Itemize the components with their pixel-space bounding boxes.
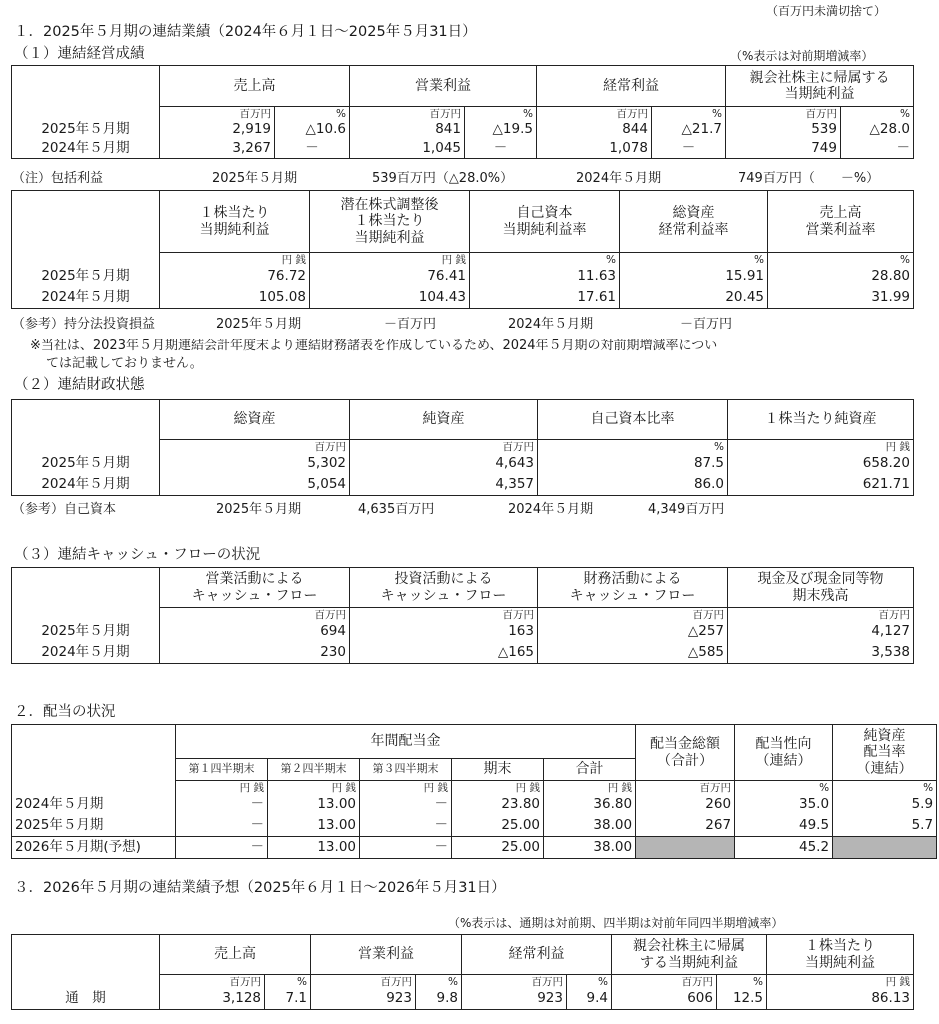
- data-cell: 3,128: [160, 989, 265, 1010]
- data-cell: 7.1: [265, 989, 311, 1010]
- corner-cell: [12, 191, 160, 253]
- unit-cell: %: [841, 107, 914, 121]
- data-cell: 20.45: [620, 288, 768, 309]
- data-cell: 13.00: [268, 816, 360, 837]
- unit-cell: 百万円: [538, 608, 728, 622]
- equity-method-period1: 2025年５月期: [216, 317, 302, 332]
- data-cell: 104.43: [310, 288, 470, 309]
- data-cell: 45.2: [735, 837, 833, 859]
- data-cell: 38.00: [544, 816, 636, 837]
- row-label: 2025年５月期: [12, 622, 160, 643]
- shaded-cell: [833, 837, 937, 859]
- data-cell: 4,643: [350, 454, 538, 475]
- unit-cell: 円 銭: [544, 781, 636, 795]
- row-label: 2025年５月期: [12, 121, 160, 140]
- section1-sub1-title: （１）連結経営成績: [14, 46, 145, 62]
- header-dividend-to-equity: [833, 725, 937, 781]
- dividends-table: [11, 724, 937, 859]
- unit-cell: %: [470, 253, 620, 267]
- header-ordinary-income: 経常利益: [462, 935, 612, 975]
- unit-cell: %: [265, 975, 311, 989]
- header-roe: [470, 191, 620, 253]
- data-cell: 163: [350, 622, 538, 643]
- equity-method-period2: 2024年５月期: [508, 317, 594, 332]
- row-label: 2025年５月期: [12, 267, 160, 288]
- data-cell: 4,357: [350, 475, 538, 496]
- header-line: 当期純利益率: [502, 221, 587, 238]
- data-cell: －: [465, 140, 537, 159]
- data-cell: △19.5: [465, 121, 537, 140]
- row-label: 2024年５月期: [12, 475, 160, 496]
- header-net-income-line1: 親会社株主に帰属する: [749, 69, 890, 86]
- data-cell: 539: [726, 121, 841, 140]
- header-q1: 第１四半期末: [176, 759, 268, 781]
- equity-period2: 2024年５月期: [508, 502, 594, 517]
- unit-cell: %: [652, 107, 726, 121]
- data-cell: △10.6: [275, 121, 350, 140]
- corner-cell: [12, 66, 160, 107]
- data-cell: 38.00: [544, 837, 636, 859]
- unit-cell: 円 銭: [452, 781, 544, 795]
- equity-value1: 4,635百万円: [358, 502, 435, 517]
- unit-cell: 円 銭: [310, 253, 470, 267]
- equity-method-value1: －百万円: [384, 317, 437, 332]
- data-cell: 17.61: [470, 288, 620, 309]
- unit-cell: 百万円: [462, 975, 567, 989]
- header-net-income: [726, 66, 914, 107]
- unit-cell: 百万円: [636, 781, 735, 795]
- per-share-table: [11, 190, 914, 309]
- data-cell: 86.0: [538, 475, 728, 496]
- data-cell: 923: [462, 989, 567, 1010]
- header-line: 純資産: [863, 728, 906, 745]
- unit-cell: %: [275, 107, 350, 121]
- header-operating-cf: [160, 568, 350, 608]
- header-line: キャッシュ・フロー: [191, 587, 318, 604]
- corner-cell: [12, 400, 160, 440]
- header-line: 潜在株式調整後: [340, 197, 439, 214]
- section1-sub2-title: （２）連結財政状態: [14, 377, 145, 393]
- unit-cell: %: [833, 781, 937, 795]
- unit-cell: %: [768, 253, 914, 267]
- data-cell: 23.80: [452, 795, 544, 816]
- corner-cell: [12, 725, 176, 759]
- row-label: 2025年５月期: [12, 454, 160, 475]
- remark-line1: ※当社は、2023年５月期連結会計年度末より連結財務諸表を作成しているため、2024年５月期の対前期増減率につい: [30, 339, 718, 352]
- data-cell: 105.08: [160, 288, 310, 309]
- header-q3: 第３四半期末: [360, 759, 452, 781]
- unit-cell: 円 銭: [767, 975, 914, 989]
- unit-cell: 百万円: [350, 440, 538, 454]
- header-ordinary-income: 経常利益: [537, 66, 726, 107]
- data-cell: 658.20: [728, 454, 914, 475]
- header-line: （連結）: [856, 760, 913, 777]
- unit-cell: %: [620, 253, 768, 267]
- header-line: 現金及び現金同等物: [757, 571, 884, 588]
- row-label: 2024年５月期: [12, 288, 160, 309]
- corner-cell: [12, 568, 160, 608]
- data-cell: 844: [537, 121, 652, 140]
- data-cell: △257: [538, 622, 728, 643]
- header-q2: 第２四半期末: [268, 759, 360, 781]
- unit-cell: 円 銭: [268, 781, 360, 795]
- header-line: 営業利益率: [805, 221, 876, 238]
- data-cell: －: [652, 140, 726, 159]
- data-cell: △21.7: [652, 121, 726, 140]
- header-line: 経常利益率: [658, 221, 729, 238]
- financial-position-table: [11, 399, 914, 496]
- data-cell: 35.0: [735, 795, 833, 816]
- equity-value2: 4,349百万円: [648, 502, 725, 517]
- unit-cell: 百万円: [350, 608, 538, 622]
- remark-line2: ては記載しておりません。: [46, 356, 203, 371]
- data-cell: －: [176, 837, 268, 859]
- data-cell: －: [360, 816, 452, 837]
- section3-title: ３．2026年５月期の連結業績予想（2025年６月１日～2026年５月31日）: [14, 880, 506, 896]
- header-total-assets: 総資産: [160, 400, 350, 440]
- rounding-note: （百万円未満切捨て）: [766, 4, 887, 18]
- equity-method-value2: －百万円: [680, 317, 733, 332]
- header-equity-ratio: 自己資本比率: [538, 400, 728, 440]
- data-cell: 267: [636, 816, 735, 837]
- data-cell: 2,919: [160, 121, 275, 140]
- header-payout-ratio: [735, 725, 833, 781]
- data-cell: －: [360, 795, 452, 816]
- unit-cell: %: [538, 440, 728, 454]
- data-cell: －: [176, 795, 268, 816]
- header-line: 配当金総額: [650, 736, 721, 753]
- unit-cell: 百万円: [612, 975, 717, 989]
- unit-cell: 百万円: [728, 608, 914, 622]
- data-cell: 15.91: [620, 267, 768, 288]
- section1-title: １．2025年５月期の連結業績（2024年６月１日～2025年５月31日）: [14, 24, 477, 40]
- header-net-assets: 純資産: [350, 400, 538, 440]
- equity-method-label: （参考）持分法投資損益: [12, 317, 156, 332]
- cash-flow-table: [11, 567, 914, 664]
- data-cell: 923: [311, 989, 416, 1010]
- header-line: キャッシュ・フロー: [380, 587, 507, 604]
- data-cell: －: [275, 140, 350, 159]
- data-cell: 5.7: [833, 816, 937, 837]
- data-cell: －: [841, 140, 914, 159]
- comprehensive-income-label: （注）包括利益: [12, 171, 104, 186]
- header-line: 総資産: [672, 205, 715, 222]
- data-cell: 13.00: [268, 837, 360, 859]
- header-line: 売上高: [819, 205, 862, 222]
- unit-cell: 百万円: [160, 608, 350, 622]
- section3-note-right: （%表示は、通期は対前期、四半期は対前年同四半期増減率）: [448, 916, 784, 930]
- header-line: （合計）: [657, 752, 714, 769]
- header-annual-dividends: 年間配当金: [176, 725, 636, 759]
- unit-cell: 円 銭: [728, 440, 914, 454]
- data-cell: 749: [726, 140, 841, 159]
- header-line: 当期純利益: [199, 221, 270, 238]
- data-cell: －: [176, 816, 268, 837]
- unit-label-cell: [12, 253, 160, 267]
- header-eps: [767, 935, 914, 975]
- header-line: １株当たり: [354, 213, 425, 230]
- operating-results-table: [11, 65, 914, 159]
- data-cell: 4,127: [728, 622, 914, 643]
- data-cell: 3,538: [728, 643, 914, 664]
- data-cell: 5.9: [833, 795, 937, 816]
- header-roa: [620, 191, 768, 253]
- data-cell: 11.63: [470, 267, 620, 288]
- data-cell: 86.13: [767, 989, 914, 1010]
- data-cell: 260: [636, 795, 735, 816]
- header-line: する当期純利益: [640, 954, 738, 971]
- data-cell: △165: [350, 643, 538, 664]
- data-cell: 230: [160, 643, 350, 664]
- header-sales: 売上高: [160, 935, 311, 975]
- data-cell: 5,054: [160, 475, 350, 496]
- unit-cell: 百万円: [311, 975, 416, 989]
- corner-cell: [12, 759, 176, 781]
- unit-cell: 百万円: [726, 107, 841, 121]
- unit-label-cell: [12, 781, 176, 795]
- data-cell: －: [360, 837, 452, 859]
- unit-cell: %: [567, 975, 612, 989]
- header-investing-cf: [350, 568, 538, 608]
- header-line: （連結）: [755, 752, 812, 769]
- row-label-forecast: 2026年５月期(予想): [12, 837, 176, 859]
- header-eps: [160, 191, 310, 253]
- header-bps: １株当たり純資産: [728, 400, 914, 440]
- header-sales: 売上高: [160, 66, 350, 107]
- comprehensive-income-value2: 749百万円（ －%）: [738, 171, 880, 186]
- unit-cell: 百万円: [350, 107, 465, 121]
- header-operating-income: 営業利益: [311, 935, 462, 975]
- row-label: 2024年５月期: [12, 795, 176, 816]
- row-label: 2024年５月期: [12, 643, 160, 664]
- unit-cell: %: [735, 781, 833, 795]
- data-cell: 87.5: [538, 454, 728, 475]
- data-cell: 28.80: [768, 267, 914, 288]
- header-line: 自己資本: [516, 205, 573, 222]
- sub1-note-right: （%表示は対前期増減率）: [730, 49, 874, 63]
- unit-cell: %: [717, 975, 767, 989]
- header-net-income-line2: 当期純利益: [784, 86, 855, 102]
- equity-label: （参考）自己資本: [12, 502, 117, 517]
- data-cell: 25.00: [452, 816, 544, 837]
- header-diluted-eps: [310, 191, 470, 253]
- header-operating-margin: [768, 191, 914, 253]
- data-cell: 76.41: [310, 267, 470, 288]
- data-cell: 25.00: [452, 837, 544, 859]
- unit-cell: %: [465, 107, 537, 121]
- unit-cell: 円 銭: [176, 781, 268, 795]
- comprehensive-income-period1: 2025年５月期: [212, 171, 298, 186]
- unit-label-cell: [12, 975, 160, 989]
- data-cell: 606: [612, 989, 717, 1010]
- data-cell: 49.5: [735, 816, 833, 837]
- unit-cell: 百万円: [537, 107, 652, 121]
- data-cell: 13.00: [268, 795, 360, 816]
- unit-label-cell: [12, 107, 160, 121]
- header-total-dividends: [636, 725, 735, 781]
- header-line: 当期純利益: [805, 954, 875, 971]
- unit-cell: %: [416, 975, 462, 989]
- unit-label-cell: [12, 608, 160, 622]
- header-line: 投資活動による: [394, 571, 493, 588]
- header-line: 当期純利益: [354, 229, 425, 246]
- header-line: 財務活動による: [583, 571, 682, 588]
- unit-cell: 百万円: [160, 107, 275, 121]
- header-total: 合計: [544, 759, 636, 781]
- header-line: 配当性向: [755, 736, 812, 753]
- data-cell: 31.99: [768, 288, 914, 309]
- comprehensive-income-period2: 2024年５月期: [576, 171, 662, 186]
- data-cell: 5,302: [160, 454, 350, 475]
- header-line: １株当たり: [805, 938, 875, 955]
- data-cell: 9.8: [416, 989, 462, 1010]
- header-net-income: [612, 935, 767, 975]
- data-cell: 1,078: [537, 140, 652, 159]
- data-cell: 12.5: [717, 989, 767, 1010]
- corner-cell: [12, 935, 160, 975]
- data-cell: 841: [350, 121, 465, 140]
- data-cell: 694: [160, 622, 350, 643]
- header-line: キャッシュ・フロー: [569, 587, 696, 604]
- data-cell: 76.72: [160, 267, 310, 288]
- row-label: 2024年５月期: [12, 140, 160, 159]
- header-line: 営業活動による: [205, 571, 304, 588]
- section2-title: ２．配当の状況: [14, 704, 116, 720]
- header-operating-income: 営業利益: [350, 66, 537, 107]
- forecast-table: [11, 934, 914, 1010]
- header-financing-cf: [538, 568, 728, 608]
- header-line: 期末残高: [792, 587, 849, 604]
- unit-cell: 円 銭: [160, 253, 310, 267]
- section1-sub3-title: （３）連結キャッシュ・フローの状況: [14, 547, 261, 563]
- unit-cell: 百万円: [160, 440, 350, 454]
- header-cash-balance: [728, 568, 914, 608]
- header-year-end: 期末: [452, 759, 544, 781]
- unit-label-cell: [12, 440, 160, 454]
- unit-cell: 百万円: [160, 975, 265, 989]
- equity-period1: 2025年５月期: [216, 502, 302, 517]
- data-cell: △585: [538, 643, 728, 664]
- shaded-cell: [636, 837, 735, 859]
- comprehensive-income-value1: 539百万円（△28.0%）: [372, 171, 514, 186]
- header-line: １株当たり: [199, 205, 270, 222]
- data-cell: △28.0: [841, 121, 914, 140]
- data-cell: 1,045: [350, 140, 465, 159]
- row-label: 2025年５月期: [12, 816, 176, 837]
- row-label: 通 期: [12, 989, 160, 1010]
- header-line: 配当率: [863, 744, 906, 761]
- unit-cell: 円 銭: [360, 781, 452, 795]
- data-cell: 3,267: [160, 140, 275, 159]
- data-cell: 36.80: [544, 795, 636, 816]
- data-cell: 621.71: [728, 475, 914, 496]
- header-line: 親会社株主に帰属: [633, 938, 745, 955]
- data-cell: 9.4: [567, 989, 612, 1010]
